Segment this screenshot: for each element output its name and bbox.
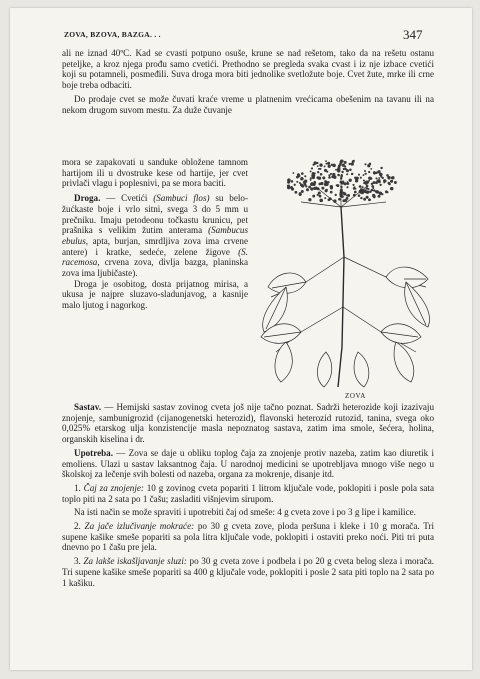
flower-dot — [364, 170, 366, 172]
recipe-item — [62, 507, 434, 518]
droga-heading: Droga. — [74, 193, 101, 204]
flower-dot — [373, 181, 376, 184]
flower-dot — [317, 194, 319, 196]
recipe-number: 3. — [74, 556, 84, 567]
flower-dot — [333, 176, 336, 179]
flower-dot — [360, 177, 362, 179]
intro-paragraph-1: ali ne iznad 40ºC. Kad se cvasti potpuno osuše, krune se nad rešetom, tako da na rešetu ostanu peteljke, a kroz njega prođu samo cvetići. Prethodno se pregleda svaka cvast i iz nje izbace cvetići koji su potamneli, posmeđili. Suva droga mora biti jednolike svetložute boje. Cvet žute, mrke ili crne boje treba odbaciti. — [62, 48, 434, 91]
flower-dot — [310, 187, 313, 190]
flower-dot — [324, 165, 326, 167]
flower-dot — [335, 169, 337, 171]
recipe-title: Čaj za znojenje: — [83, 482, 144, 493]
flower-dot — [327, 162, 330, 165]
flower-dot — [310, 179, 312, 181]
flower-dot — [330, 173, 332, 175]
flower-dot — [318, 177, 321, 180]
flower-dot — [358, 194, 361, 197]
lower-block — [62, 402, 434, 588]
flower-dot — [366, 196, 369, 199]
flower-dot — [341, 171, 343, 173]
flower-dot — [338, 165, 341, 168]
flower-dot — [379, 173, 383, 177]
flower-dot — [325, 160, 327, 162]
flower-dot — [319, 163, 322, 166]
flower-dot — [351, 173, 353, 175]
flower-dot — [321, 187, 324, 190]
flower-dot — [322, 176, 325, 179]
flower-dot — [314, 161, 317, 164]
flower-dot — [308, 198, 311, 201]
flower-dot — [390, 180, 393, 183]
flower-dot — [364, 163, 366, 165]
flower-dot — [344, 182, 347, 185]
flower-dot — [362, 186, 364, 188]
flower-dot — [373, 195, 376, 198]
flower-dot — [381, 193, 383, 195]
flower-dot — [296, 181, 298, 183]
flower-dot — [372, 190, 374, 192]
flower-dot — [341, 174, 343, 176]
flower-dot — [287, 178, 291, 182]
flower-dot — [319, 199, 323, 203]
flower-dot — [335, 194, 337, 196]
flower-dot — [301, 190, 304, 193]
recipe-title: Za jače izlučivanje mokraće: — [84, 521, 195, 532]
flower-dot — [347, 181, 349, 183]
recipe-title: Za lakše iskašljavanje sluzi: — [83, 556, 187, 567]
flower-dot — [368, 171, 370, 173]
flower-dot — [330, 191, 333, 194]
droga-paragraph-2: Droga je osobitog, dosta prijatnog mirisa, a ukusa je najpre sluzavo-sladunjavog, a kasnije malo ljutog i nagorkog. — [62, 278, 248, 311]
flower-dot — [389, 183, 391, 185]
flower-dot — [294, 184, 296, 186]
flower-dot — [306, 188, 309, 191]
flower-dot — [352, 184, 354, 186]
flower-dot — [391, 177, 393, 179]
flower-dot — [340, 160, 343, 163]
flower-dot — [349, 168, 352, 171]
flower-dot — [304, 179, 307, 182]
flower-dot — [324, 169, 327, 172]
flower-dot — [346, 169, 349, 172]
flower-dot — [390, 187, 394, 191]
running-title: ZOVA, BZOVA, BAZGA. . . — [64, 30, 161, 39]
intro-block — [62, 48, 434, 115]
book-page — [10, 8, 472, 670]
flower-dot — [290, 186, 292, 188]
flower-dot — [336, 184, 338, 186]
flower-dot — [318, 183, 321, 186]
flower-dot — [330, 186, 333, 189]
recipe-text: 10 g zovinog cveta popariti 1 litrom ključale vode, poklopiti i posle pola sata toplo piti na 2 sata po 1 čašu; zasladiti višnjevim sirupom. — [62, 482, 434, 504]
flower-dot — [363, 198, 366, 201]
flower-dot — [338, 198, 340, 200]
flower-dot — [344, 161, 347, 164]
flower-dot — [337, 174, 340, 177]
intro-paragraph-2: Do prodaje cvet se može čuvati kraće vreme u platnenim vrećicama obešenim na tavanu ili na nekom drugom suvom mestu. Za duže čuvanje — [62, 93, 434, 115]
flower-dot — [346, 195, 348, 197]
flower-dot — [383, 181, 385, 183]
illustration-caption: ZOVA — [345, 392, 366, 400]
flower-dot — [344, 165, 346, 167]
flower-dot — [324, 197, 326, 199]
flower-dot — [296, 176, 299, 179]
upotreba-paragraph: Upotreba. — Zova se daje u obliku toplog čaja za znojenje protiv nazeba, zatim kao diuretik i emoliens. Ulazi u sastav laksantnog čaja. U narodnoj medicini se upotrebljava mnogo više nego u školskoj za lečenje svih bolesti od nazeba, organa za mokrenje, disanje itd. — [62, 447, 434, 480]
storage-continued: mora se zapakovati u sanduke obložene tamnom hartijom ili u dvostruke kese od hartije, jer cvet privlači vlagu i poplesnivi, pa se mora baciti. — [62, 157, 248, 189]
flower-dot — [291, 180, 294, 183]
page-number: 347 — [403, 27, 423, 42]
flower-dot — [328, 165, 331, 168]
flower-dot — [318, 168, 320, 170]
flower-dot — [379, 184, 381, 186]
flower-dot — [328, 174, 330, 176]
recipe-item — [62, 521, 434, 553]
droga-paragraph: Droga. — Cvetići (Sambuci flos) su belo-žućkaste boje i vrlo sitni, svega 3 do 5 mm u prečniku. Imaju petodeonu točkastu krunicu, pet prašnika s velikim žutim anterama (Sambucus ebulus, apta, burjan, smrdljiva zova ima crvene antere) i kratke, sedeće, zelene žigove (S. racemosa, crvena zova, divlja bazga, planinska zova ima ljubičaste). — [62, 193, 248, 279]
flower-dot — [311, 182, 313, 184]
flower-dot — [320, 173, 323, 176]
flower-dot — [317, 171, 319, 173]
flower-dot — [304, 184, 306, 186]
flower-dot — [368, 188, 370, 190]
flower-dot — [368, 177, 371, 180]
flower-dot — [287, 184, 290, 187]
flower-dot — [342, 181, 344, 183]
flower-dot — [372, 187, 374, 189]
flower-dot — [316, 162, 318, 164]
flower-dot — [365, 173, 367, 175]
flower-dot — [359, 185, 362, 188]
flower-dot — [351, 162, 354, 165]
flower-dot — [375, 181, 378, 184]
flower-dot — [319, 195, 322, 198]
flower-dot — [300, 177, 304, 181]
recipe-text: po 30 g cveta zove i podbela i po 20 g cveta belog sleza i morača. Tri supene kašike smeše popariti sa 400 g ključale vode, poklopiti i posle 2 sata piti toplo na 2 sata po 1 kašiku. — [62, 556, 435, 588]
recipe-number: 2. — [74, 521, 85, 532]
flower-dot — [367, 164, 370, 167]
flower-dot — [349, 163, 351, 165]
flower-dot — [356, 177, 359, 180]
flower-dot — [340, 186, 342, 188]
flower-dot — [328, 176, 331, 179]
flower-dot — [353, 160, 355, 162]
recipe-text: po 30 g cveta zove, ploda peršuna i kleke i 10 g morača. Tri supene kašike smeše popariti sa pola litra ključale vode, poklopiti i ostaviti preko noći. Piti tri puta dnevno po 1 čašu pre jela. — [62, 521, 434, 553]
sastav-paragraph: Sastav. — Hemijski sastav zovinog cveta još nije tačno poznat. Sadrži heterozide koji izazivaju znojenje, sambunigrozid (cijanogenetski heterozid), flavonski heterozid rutozid, tanina, svega oko 0,025% etarskog ulja konzistencije masla nepoznatog sastava, zatim ima smole, šećera, holina, organskih kiselina i dr. — [62, 402, 434, 445]
recipe-item — [62, 556, 434, 588]
flower-dot — [326, 189, 328, 191]
flower-dot — [292, 172, 294, 174]
flower-dot — [332, 164, 336, 168]
flower-dot — [346, 173, 348, 175]
flower-dot — [355, 179, 358, 182]
flower-cluster — [287, 160, 397, 203]
flower-dot — [342, 199, 345, 202]
flower-dot — [394, 181, 397, 184]
flower-dot — [360, 197, 362, 199]
flower-dot — [378, 177, 380, 179]
flower-dot — [380, 167, 382, 169]
flower-dot — [317, 165, 319, 167]
flower-dot — [378, 195, 381, 198]
flower-dot — [346, 186, 348, 188]
recipe-item — [62, 483, 434, 504]
flower-dot — [387, 176, 390, 179]
flower-dot — [312, 195, 315, 198]
flower-dot — [349, 179, 352, 182]
flower-dot — [363, 174, 365, 176]
narrow-column — [62, 157, 248, 311]
flower-dot — [370, 168, 372, 170]
flower-dot — [294, 191, 297, 194]
flower-dot — [342, 192, 344, 194]
flower-dot — [354, 191, 357, 194]
flower-dot — [373, 171, 376, 174]
elder-plant-drawing-icon — [246, 147, 446, 397]
flower-dot — [304, 175, 306, 177]
flower-dot — [291, 188, 294, 191]
flower-dot — [365, 183, 367, 185]
flower-dot — [301, 172, 304, 175]
flower-dot — [313, 176, 315, 178]
flower-dot — [358, 174, 360, 176]
flower-dot — [363, 179, 365, 181]
flower-dot — [299, 192, 302, 195]
upotreba-heading: Upotreba. — [74, 447, 113, 458]
sastav-heading: Sastav. — [74, 402, 102, 412]
recipe-text: Na isti način se može spraviti i upotrebiti čaj od smeše: 4 g cveta zove i po 3 g lipe i kamilice. — [74, 507, 416, 518]
flower-dot — [368, 198, 371, 201]
flower-dot — [311, 167, 313, 169]
recipe-list — [62, 483, 434, 588]
flower-dot — [326, 182, 328, 184]
flower-dot — [375, 177, 377, 179]
flower-dot — [300, 183, 303, 186]
flower-dot — [310, 170, 312, 172]
flower-dot — [366, 185, 369, 188]
flower-dot — [346, 197, 349, 200]
flower-dot — [343, 168, 345, 170]
recipe-number: 1. — [74, 482, 84, 493]
flower-dot — [353, 186, 355, 188]
flower-dot — [386, 191, 388, 193]
